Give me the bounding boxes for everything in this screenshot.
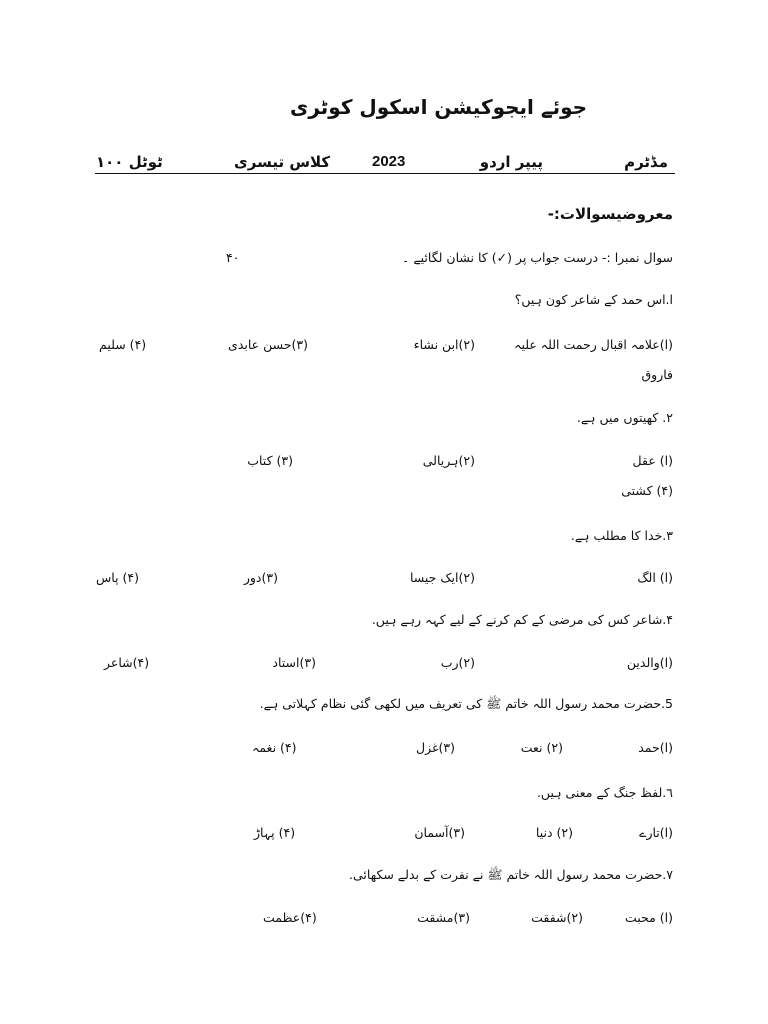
q2-option-3: (۳) کتاب xyxy=(247,453,293,468)
paper-label: پیپر اردو xyxy=(479,153,543,171)
q4-option-3: (۳)استاد xyxy=(272,655,316,670)
question-2: ۲. کھیتوں میں ہے. xyxy=(576,410,673,425)
q3-option-2: (۲)ایک جیسا xyxy=(409,570,475,585)
q5-option-1: (ا)حمد xyxy=(638,740,673,755)
q6-option-3: (۳)آسمان xyxy=(414,825,465,840)
q6-option-4: (۴) پہاڑ xyxy=(254,825,296,840)
q3-option-4: (۴) پاس xyxy=(96,570,140,585)
q7-option-3: (۳)مشقت xyxy=(417,910,470,925)
question-3: ۳.خدا کا مطلب ہے. xyxy=(570,528,673,543)
question-4: ۴.شاعر کس کی مرضی کے کم کرنے کے لیے کہہ رہے ہیں. xyxy=(371,612,673,627)
question-5: 5.حضرت محمد رسول اللہ خاتم ﷺ کی تعریف میں لکھی گئی نظام کہلاتی ہے. xyxy=(259,696,673,711)
q5-option-2: (۲) نعت xyxy=(520,740,563,755)
term-label: مڈٹرم xyxy=(624,153,668,171)
q7-option-1: (ا) محبت xyxy=(624,910,673,925)
question-6: ٦.لفظ جنگ کے معنی ہیں. xyxy=(536,785,673,800)
school-title: جوئے ایجوکیشن اسکول کوٹری xyxy=(290,95,588,119)
q5-option-4: (۴) نغمہ xyxy=(252,740,297,755)
q1-option-4: (۴) سلیم xyxy=(99,337,147,352)
class-label: کلاس تیسری xyxy=(234,153,331,171)
header-rule xyxy=(95,173,675,174)
q6-option-1: (ا)تارے xyxy=(639,825,673,840)
q3-option-1: (ا) الگ xyxy=(637,570,673,585)
instruction-text: سوال نمبرا :- درست جواب پر (✓) کا نشان لگائیے ۔ xyxy=(402,250,673,265)
q7-option-4: (۴)عظمت xyxy=(263,910,317,925)
q2-option-2: (۲)ہریالی xyxy=(422,453,475,468)
q7-option-2: (۲)شفقت xyxy=(531,910,583,925)
q4-option-2: (۲)رب xyxy=(440,655,475,670)
q1-option-1-cont: فاروق xyxy=(641,367,673,382)
q1-option-3: (۳)حسن عابدی xyxy=(228,337,308,352)
q4-option-1: (ا)والدین xyxy=(626,655,673,670)
year-label: 2023 xyxy=(372,153,406,170)
q4-option-4: (۴)شاعر xyxy=(104,655,150,670)
q3-option-3: (۳)دور xyxy=(243,570,278,585)
q5-option-3: (۳)غزل xyxy=(415,740,455,755)
q2-option-1: (ا) عقل xyxy=(632,453,673,468)
q1-option-2: (۲)ابن نشاء xyxy=(413,337,475,352)
section-title: معروضیسوالات:- xyxy=(547,205,673,223)
question-1: ا.اس حمد کے شاعر کون ہیں؟ xyxy=(514,292,673,307)
instruction-marks: ۴۰ xyxy=(226,250,240,265)
question-7: ۷.حضرت محمد رسول اللہ خاتم ﷺ نے نفرت کے بدلے سکھائی. xyxy=(349,867,673,882)
q1-option-1: (ا)علامہ اقبال رحمت اللہ علیہ xyxy=(514,337,673,352)
q2-option-4: (۴) کشتی xyxy=(621,483,673,498)
total-label: ٹوٹل ۱۰۰ xyxy=(96,153,163,171)
q6-option-2: (۲) دنیا xyxy=(535,825,573,840)
